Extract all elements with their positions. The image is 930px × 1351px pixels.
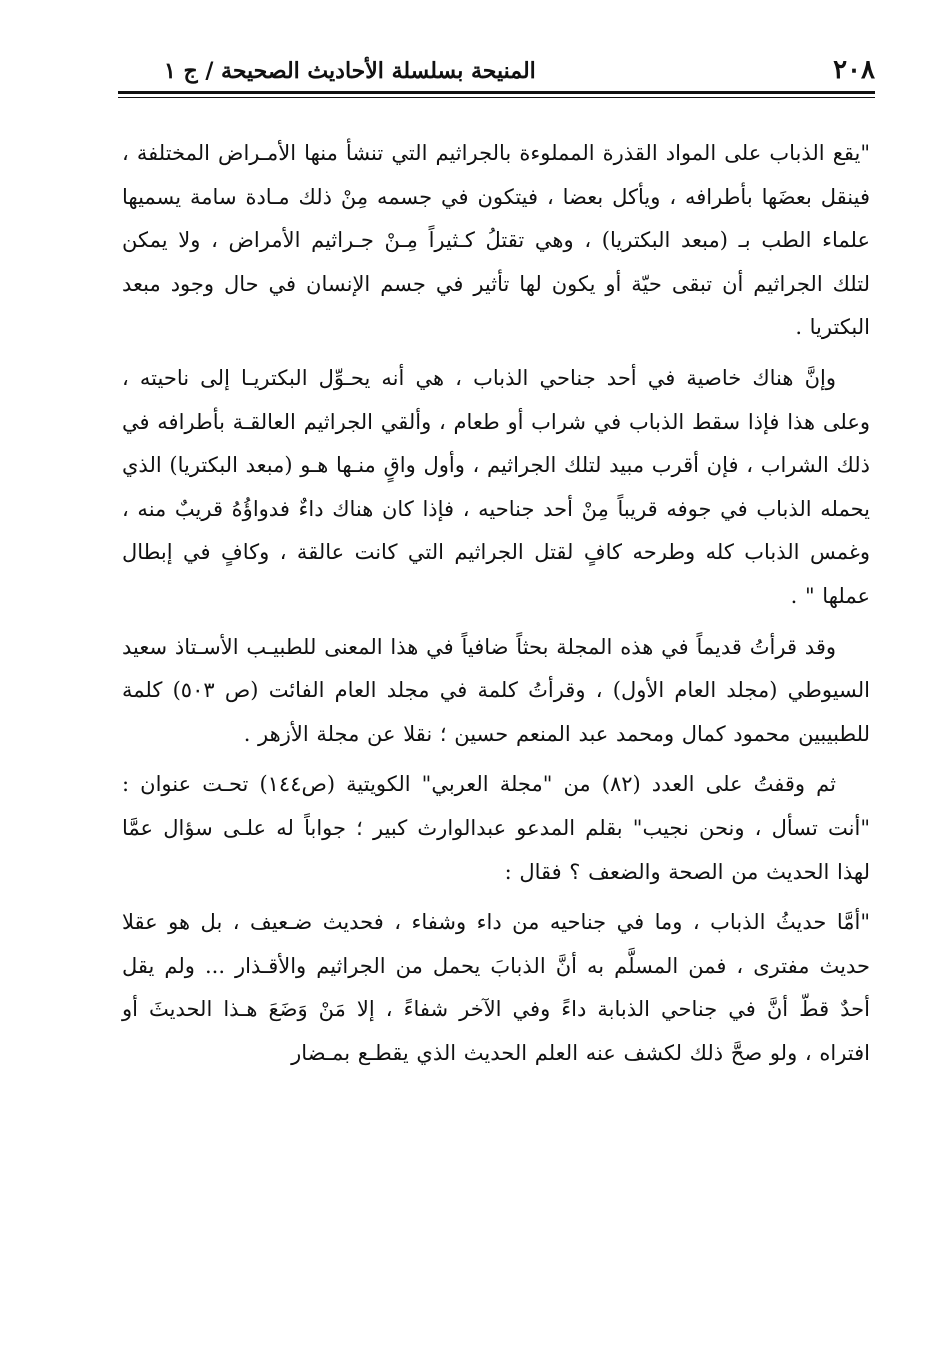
- paragraph-readings: وقد قرأتُ قديماً في هذه المجلة بحثاً ضافياً في هذا المعنى للطبيـب الأسـتاذ سعيد السيوطي (مجلد العام الأول) ، وقرأتُ كلمة في مجلد العام الفائت (ص ٥٠٣) كلمة للطبيبين محمود كمال ومحمد عبد المنعم حسين ؛ نقلا عن مجلة الأزهر .: [122, 634, 871, 746]
- page-header: [118, 52, 875, 92]
- paragraph-answer-quote: "أمَّا حديثُ الذباب ، وما في جناحيه من داء وشفاء ، فحديث ضـعيف ، بل هو عقلا حديث مفترى ، فمن المسلَّم به أنَّ الذبابَ يحمل من الجراثيم والأقـذار ... ولم يقل أحدٌ قطّ أنَّ في جناحي الذبابة داءً وفي الآخر شفاءً ، إلا مَنْ وَضَعَ هـذا الحديثَ أو افتراه ، ولو صحَّ ذلك لكشف عنه العلم الحديث الذي يقطـع بمـضار: [122, 910, 870, 1065]
- paragraph-magazine: ثم وقفتُ على العدد (٨٢) من "مجلة العربي" الكويتية (ص١٤٤) تحـت عنوان : "أنت تسأل ، ونحن نجيب" بقلم المدعو عبدالوارث كبير ؛ جواباً له علـى سؤال عمَّا لهذا الحديث من الصحة والضعف ؟ فقال :: [122, 772, 870, 884]
- body-text: [122, 132, 870, 1082]
- header-rule-thick: [118, 91, 875, 94]
- paragraph-quote-flies: "يقع الذباب على المواد القذرة المملوءة بالجراثيم التي تنشأ منها الأمـراض المختلفة ، فينقل بعضَها بأطرافه ، ويأكل بعضا ، فيتكون في جسمه مِنْ ذلك مـادة سامة يسميها علماء الطب بـ (مبعد البكتريا) ، وهي تقتلُ كـثيراً مِـنْ جـراثيم الأمراض ، ولا يمكن لتلك الجراثيم أن تبقى حيّة أو يكون لها تأثير في جسم الإنسان في حال وجود مبعد البكتريا .: [122, 141, 870, 340]
- page-number: ٢٠٨: [833, 55, 875, 85]
- paragraph-wing-property: وإنَّ هناك خاصية في أحد جناحي الذباب ، هي أنه يحـوِّل البكتريـا إلى ناحيته ، وعلى هذا فإذا سقط الذباب في شراب أو طعام ، وألقي الجراثيم العالقـة بأطرافه في ذلك الشراب ، فإن أقرب مبيد لتلك الجراثيم ، وأول واقٍ منـها هـو (مبعد البكتريا) الذي يحمله الذباب في جوفه قريباً مِنْ أحد جناحيه ، فإذا كان هناك داءٌ فدواؤُهُ قريبٌ منه ، وغمس الذباب كله وطرحه كافٍ لقتل الجراثيم التي كانت عالقة ، وكافٍ في إبطال عملها " .: [122, 365, 870, 608]
- header-rule-thin: [118, 97, 875, 98]
- running-title: المنيحة بسلسلة الأحاديث الصحيحة / ج ١: [164, 58, 536, 84]
